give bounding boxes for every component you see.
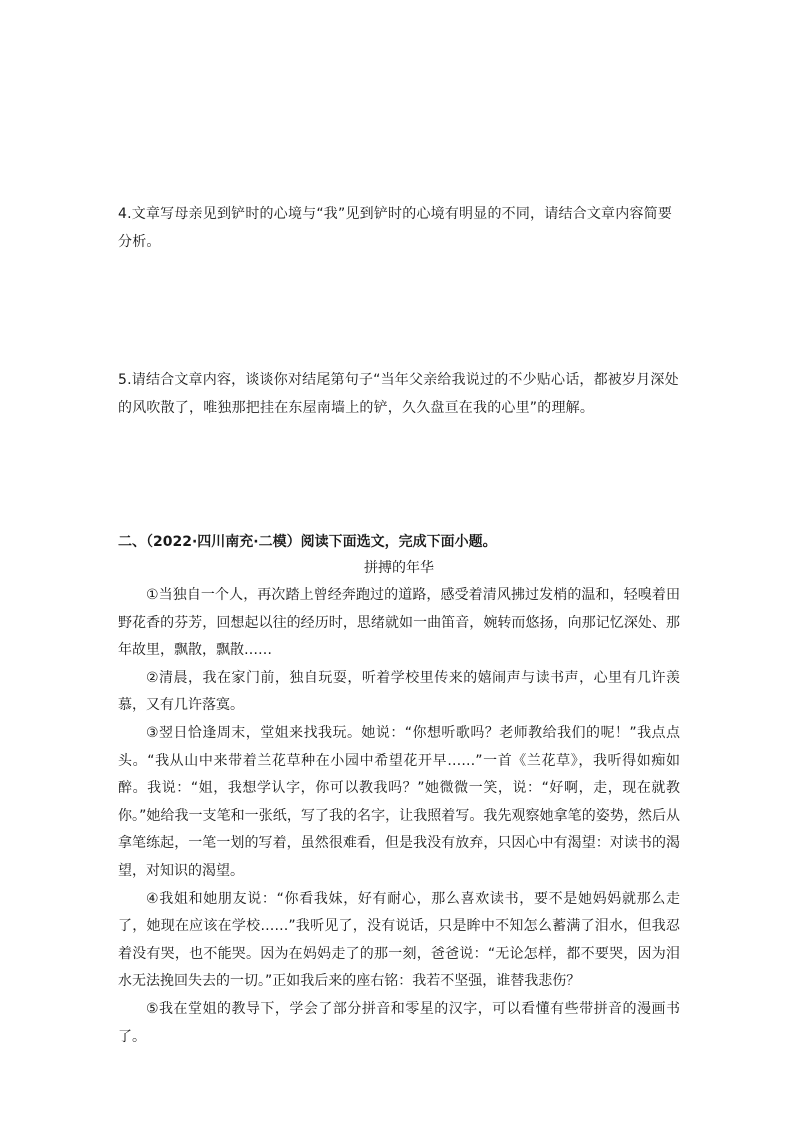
essay-paragraph-4: ④我姐和她朋友说：“你看我妹，好有耐心，那么喜欢读书，要不是她妈妈就那么走了，她现在应该在学校……”我听见了，没有说话，只是眸中不知怎么蓄满了泪水，但我忍着没有哭，也不能哭。因为在妈妈走了的那一刻，爸爸说：“无论怎样，都不要哭，因为泪水无法挽回失去的一切。”正如我后来的座右铭：我若不坚强，谁替我悲伤？ <box>118 890 680 990</box>
essay-paragraph-5: ⑤我在堂姐的教导下，学会了部分拼音和零星的汉字，可以看懂有些带拼音的漫画书了。 <box>118 1000 680 1045</box>
essay-paragraph-1: ①当独自一个人，再次踏上曾经奔跑过的道路，感受着清风拂过发梢的温和，轻嗅着田野花香的芬芳，回想起以往的经历时，思绪就如一曲笛音，婉转而悠扬，向那记忆深处、那年故里，飘散，飘散…… <box>118 587 680 659</box>
essay-body <box>118 582 680 1051</box>
essay-paragraph-2: ②清晨，我在家门前，独自玩耍，听着学校里传来的嬉闹声与读书声，心里有几许羡慕，又有几许落寞。 <box>118 669 680 714</box>
essay-paragraph-3: ③翌日恰逢周末，堂姐来找我玩。她说：“你想听歌吗？老师教给我们的呢！”我点点头。“我从山中来带着兰花草种在小园中希望花开早……”一首《兰花草》，我听得如痴如醉。我说：“姐，我想学认字，你可以教我吗？”她微微一笑，说：“好啊，走，现在就教你。”她给我一支笔和一张纸，写了我的名字，让我照着写。我先观察她拿笔的姿势，然后从拿笔练起，一笔一划的写着，虽然很难看，但是我没有放弃，只因心中有渴望：对读书的渴望，对知识的渴望。 <box>118 724 680 879</box>
question-4 <box>118 200 680 256</box>
question-5 <box>118 366 680 422</box>
essay-title: 拼搏的年华 <box>364 560 434 576</box>
question-5-text: 5.请结合文章内容，谈谈你对结尾第句子“当年父亲给我说过的不少贴心话，都被岁月深处的风吹散了，唯独那把挂在东屋南墙上的铲，久久盘亘在我的心里”的理解。 <box>118 372 679 416</box>
question-4-text: 4.文章写母亲见到铲时的心境与“我”见到铲时的心境有明显的不同，请结合文章内容简要分析。 <box>118 206 673 250</box>
section-heading: 二、（2022·四川南充·二模）阅读下面选文，完成下面小题。 <box>118 534 497 550</box>
